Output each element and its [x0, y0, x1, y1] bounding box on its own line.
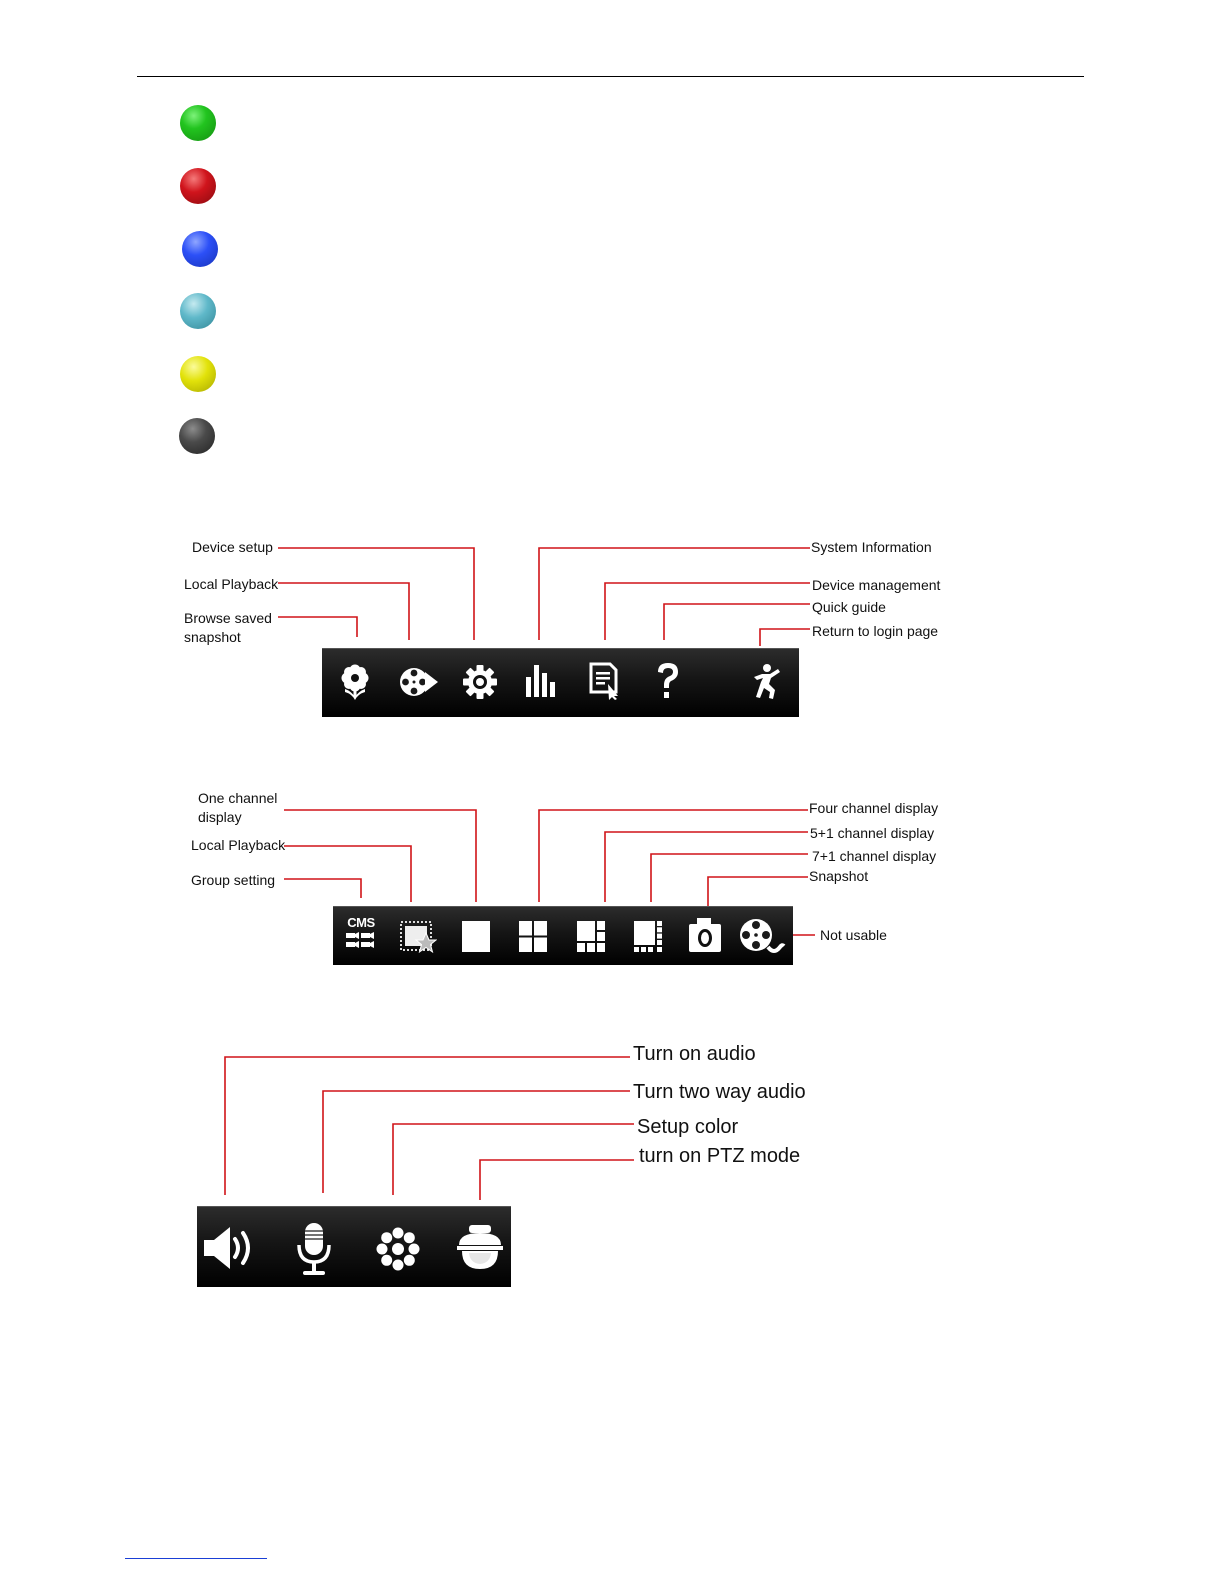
callout-line-quick-guide — [664, 604, 810, 640]
quad-view-icon[interactable] — [519, 921, 547, 952]
cms-icon[interactable] — [343, 916, 379, 956]
dome-camera-icon[interactable] — [455, 1223, 505, 1273]
film-reel-icon[interactable] — [738, 917, 786, 955]
label-four-channel: Four channel display — [809, 800, 939, 816]
document-icon[interactable] — [588, 662, 622, 700]
cms-cameras-icon — [343, 930, 379, 952]
camera-icon[interactable] — [687, 916, 723, 954]
gear-icon[interactable] — [462, 664, 498, 700]
label-return-login: Return to login page — [812, 623, 939, 639]
five-plus-one-view-icon[interactable] — [577, 921, 605, 952]
label-quick-guide: Quick guide — [812, 599, 886, 615]
label-local-playback-view: Local Playback — [191, 837, 286, 853]
label-one-channel: One channel display — [198, 790, 278, 825]
view-toolbar — [333, 906, 793, 965]
callout-line-group-setting — [284, 879, 361, 898]
label-not-usable: Not usable — [820, 927, 887, 943]
color-flower-icon[interactable] — [376, 1227, 420, 1271]
label-snapshot: Snapshot — [809, 868, 869, 884]
audio-toolbar — [197, 1206, 511, 1287]
running-man-icon[interactable] — [748, 663, 784, 701]
callout-line-browse-snapshot — [278, 617, 357, 637]
label-device-management: Device management — [812, 577, 941, 593]
microphone-icon[interactable] — [294, 1221, 334, 1277]
callout-line-device-management — [605, 583, 810, 640]
label-two-way-audio: Turn two way audio — [633, 1081, 806, 1103]
label-system-information: System Information — [811, 539, 932, 555]
callout-line-device-setup — [278, 548, 474, 640]
callout-line-return-login — [760, 629, 810, 646]
callout-line-snapshot — [708, 877, 808, 906]
label-browse-snapshot: Browse saved snapshot — [184, 610, 272, 645]
label-setup-color: Setup color — [637, 1116, 739, 1138]
single-view-icon[interactable] — [462, 921, 490, 952]
label-ptz-mode: turn on PTZ mode — [639, 1145, 801, 1167]
footer-link-rule — [125, 1558, 267, 1559]
film-play-icon[interactable] — [399, 664, 439, 700]
main-toolbar — [322, 648, 799, 717]
callout-line-two-way-audio — [323, 1091, 630, 1193]
seven-plus-one-view-icon[interactable] — [634, 921, 662, 952]
label-turn-on-audio: Turn on audio — [633, 1043, 756, 1065]
label-device-setup: Device setup — [192, 539, 273, 555]
flower-icon[interactable] — [339, 663, 371, 701]
speaker-icon[interactable] — [202, 1225, 254, 1271]
callout-line-local-playback-1 — [278, 583, 409, 640]
callout-line-audio — [225, 1057, 630, 1195]
callout-line-seven-plus-one — [651, 854, 808, 902]
film-star-icon[interactable] — [399, 919, 437, 955]
bar-chart-icon[interactable] — [525, 663, 561, 699]
callout-line-five-plus-one — [605, 832, 808, 902]
callout-line-local-playback-2 — [284, 846, 411, 902]
label-group-setting: Group setting — [191, 872, 276, 888]
callout-line-system-information — [539, 548, 810, 640]
cms-text: CMS — [347, 915, 375, 930]
callout-line-ptz — [480, 1160, 634, 1200]
label-seven-plus-one: 7+1 channel display — [812, 848, 937, 864]
label-local-playback: Local Playback — [184, 576, 279, 592]
question-icon[interactable] — [654, 661, 682, 701]
label-five-plus-one: 5+1 channel display — [810, 825, 935, 841]
callout-line-four-channel — [539, 810, 808, 902]
callout-line-one-channel — [284, 810, 476, 902]
